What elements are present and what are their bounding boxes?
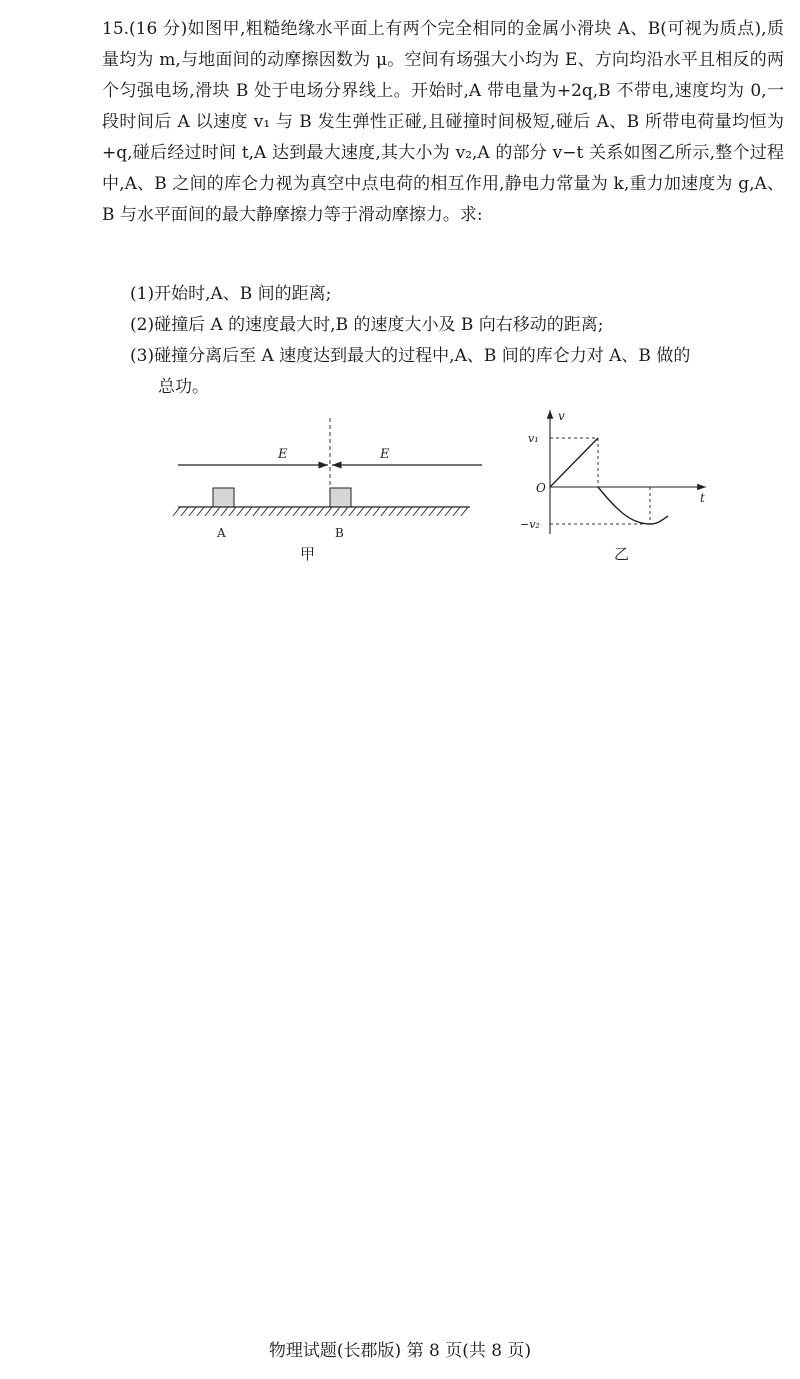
- hatch-mark: [405, 507, 412, 516]
- question-score: (16 分): [129, 19, 188, 39]
- sub-question-1: (1)开始时,A、B 间的距离;: [130, 284, 332, 304]
- hatch-mark: [373, 507, 380, 516]
- sub-question-3: [130, 341, 784, 403]
- hatch-mark: [453, 507, 460, 516]
- hatch-mark: [413, 507, 420, 516]
- hatch-mark: [269, 507, 276, 516]
- hatch-mark: [285, 507, 292, 516]
- hatch-mark: [341, 507, 348, 516]
- hatch-mark: [421, 507, 428, 516]
- hatch-mark: [309, 507, 316, 516]
- hatch-mark: [325, 507, 332, 516]
- hatch-mark: [461, 507, 468, 516]
- field-label-right: E: [380, 447, 390, 462]
- sub-question-2: (2)碰撞后 A 的速度最大时,B 的速度大小及 B 向右移动的距离;: [130, 315, 604, 335]
- vt-curve-after-collision: [598, 487, 668, 524]
- hatch-mark: [181, 507, 188, 516]
- ground-hatching: [173, 507, 468, 516]
- label-b: B: [335, 526, 344, 540]
- hatch-mark: [301, 507, 308, 516]
- caption-jia: 甲: [300, 545, 316, 563]
- hatch-mark: [205, 507, 212, 516]
- hatch-mark: [173, 507, 180, 516]
- vt-line-accelerate: [550, 438, 598, 487]
- axis-v-label: v: [558, 409, 565, 423]
- hatch-mark: [333, 507, 340, 516]
- sub-question-3-line1: (3)碰撞分离后至 A 速度达到最大的过程中,A、B 间的库仑力对 A、B 做的: [130, 346, 691, 366]
- hatch-mark: [213, 507, 220, 516]
- label-a: A: [217, 526, 226, 540]
- figure-yi: [520, 406, 720, 546]
- hatch-mark: [229, 507, 236, 516]
- page-footer: 物理试题(长郡版) 第 8 页(共 8 页): [268, 1341, 532, 1361]
- hatch-mark: [397, 507, 404, 516]
- hatch-mark: [365, 507, 372, 516]
- hatch-mark: [277, 507, 284, 516]
- question-number: 15.: [102, 19, 130, 39]
- hatch-mark: [221, 507, 228, 516]
- hatch-mark: [445, 507, 452, 516]
- hatch-mark: [197, 507, 204, 516]
- hatch-mark: [253, 507, 260, 516]
- hatch-mark: [189, 507, 196, 516]
- figure-jia: [170, 412, 490, 572]
- hatch-mark: [389, 507, 396, 516]
- hatch-mark: [317, 507, 324, 516]
- hatch-mark: [357, 507, 364, 516]
- question-stem: [102, 14, 784, 231]
- hatch-mark: [293, 507, 300, 516]
- block-b: [330, 488, 351, 507]
- caption-yi: 乙: [614, 545, 630, 563]
- hatch-mark: [349, 507, 356, 516]
- block-a: [213, 488, 234, 507]
- hatch-mark: [437, 507, 444, 516]
- hatch-mark: [237, 507, 244, 516]
- tick-v1-label: v₁: [528, 432, 539, 445]
- hatch-mark: [261, 507, 268, 516]
- tick-neg-v2-label: −v₂: [520, 518, 540, 531]
- sub-question-3-line2: 总功。: [158, 377, 209, 397]
- origin-label: O: [536, 481, 546, 495]
- axis-t-label: t: [700, 491, 705, 505]
- hatch-mark: [245, 507, 252, 516]
- field-label-left: E: [278, 447, 288, 462]
- hatch-mark: [429, 507, 436, 516]
- hatch-mark: [381, 507, 388, 516]
- question-text: 如图甲,粗糙绝缘水平面上有两个完全相同的金属小滑块 A、B(可视为质点),质量均为 m,与地面间的动摩擦因数为 μ。空间有场强大小均为 E、方向均沿水平且相反的两个匀强电场,滑块 B 处于电场分界线上。开始时,A 带电量为+2q,B 不带电,速度均为 0,一段时间后 A 以速度 v₁ 与 B 发生弹性正碰,且碰撞时间极短,碰后 A、B 所带电荷量均恒为+q,碰后经过时间 t,A 达到最大速度,其大小为 v₂,A 的部分 v−t 关系如图乙所示,整个过程中,A、B 之间的库仑力视为真空中点电荷的相互作用,静电力常量为 k,重力加速度为 g,A、B 与水平面间的最大静摩擦力等于滑动摩擦力。求:: [102, 19, 784, 225]
